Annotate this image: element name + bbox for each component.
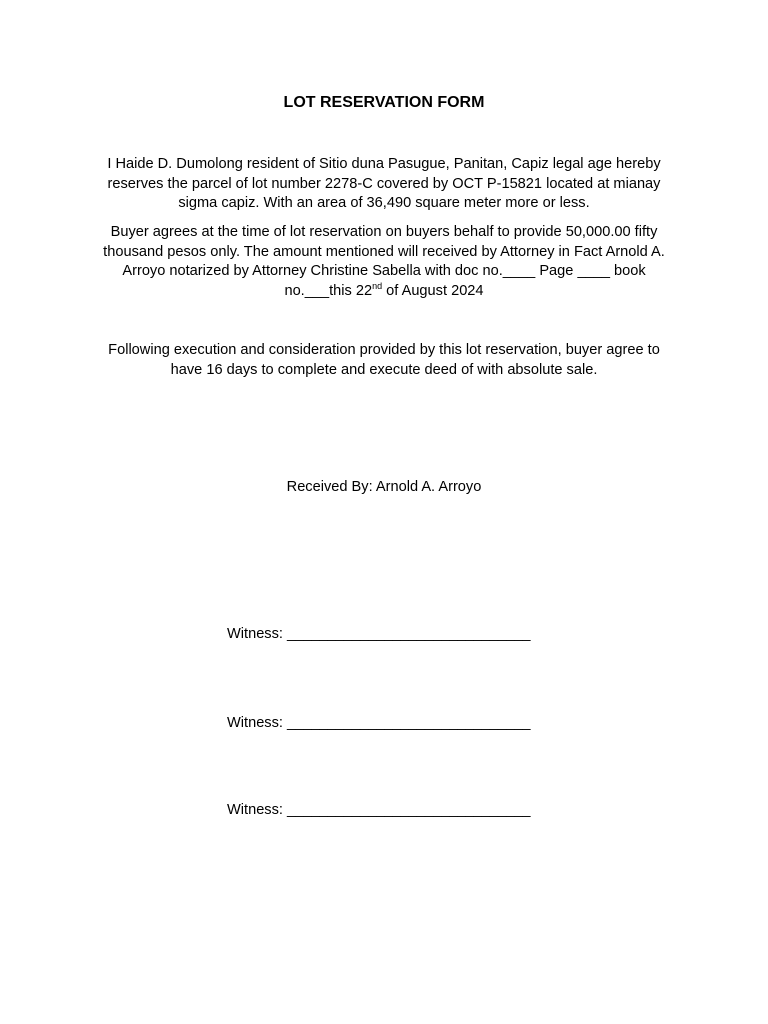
witness-line-3: Witness: ______________________________ xyxy=(227,802,531,818)
witness-line-2: Witness: ______________________________ xyxy=(227,715,531,731)
received-by-line: Received By: Arnold A. Arroyo xyxy=(286,479,482,495)
witness-line-1: Witness: ______________________________ xyxy=(227,626,531,642)
paragraph-execution: Following execution and consideration provided by this lot reservation, buyer agree to have 16 days to complete and execute deed of with absolute sale. xyxy=(108,342,660,378)
paragraph-reservation: I Haide D. Dumolong resident of Sitio duna Pasugue, Panitan, Capiz legal age hereby reserves the parcel of lot number 2278-C covered by OCT P-15821 located at mianay sigma capiz. With an area of 36,490 square meter more or less. xyxy=(107,156,661,211)
paragraph-payment-date: of August 2024 xyxy=(382,282,484,299)
document-title: LOT RESERVATION FORM xyxy=(283,94,485,111)
date-ordinal-suffix: nd xyxy=(372,280,383,291)
paragraph-payment-text: Buyer agrees at the time of lot reservation on buyers behalf to provide 50,000.00 fifty thousand pesos only. The amount mentioned will received by Attorney in Fact Arnold A. Arroyo notarized by Attorney Christine Sabella with doc no.____ Page ____ book no.___this 22 xyxy=(103,224,665,299)
paragraph-payment xyxy=(94,223,674,301)
